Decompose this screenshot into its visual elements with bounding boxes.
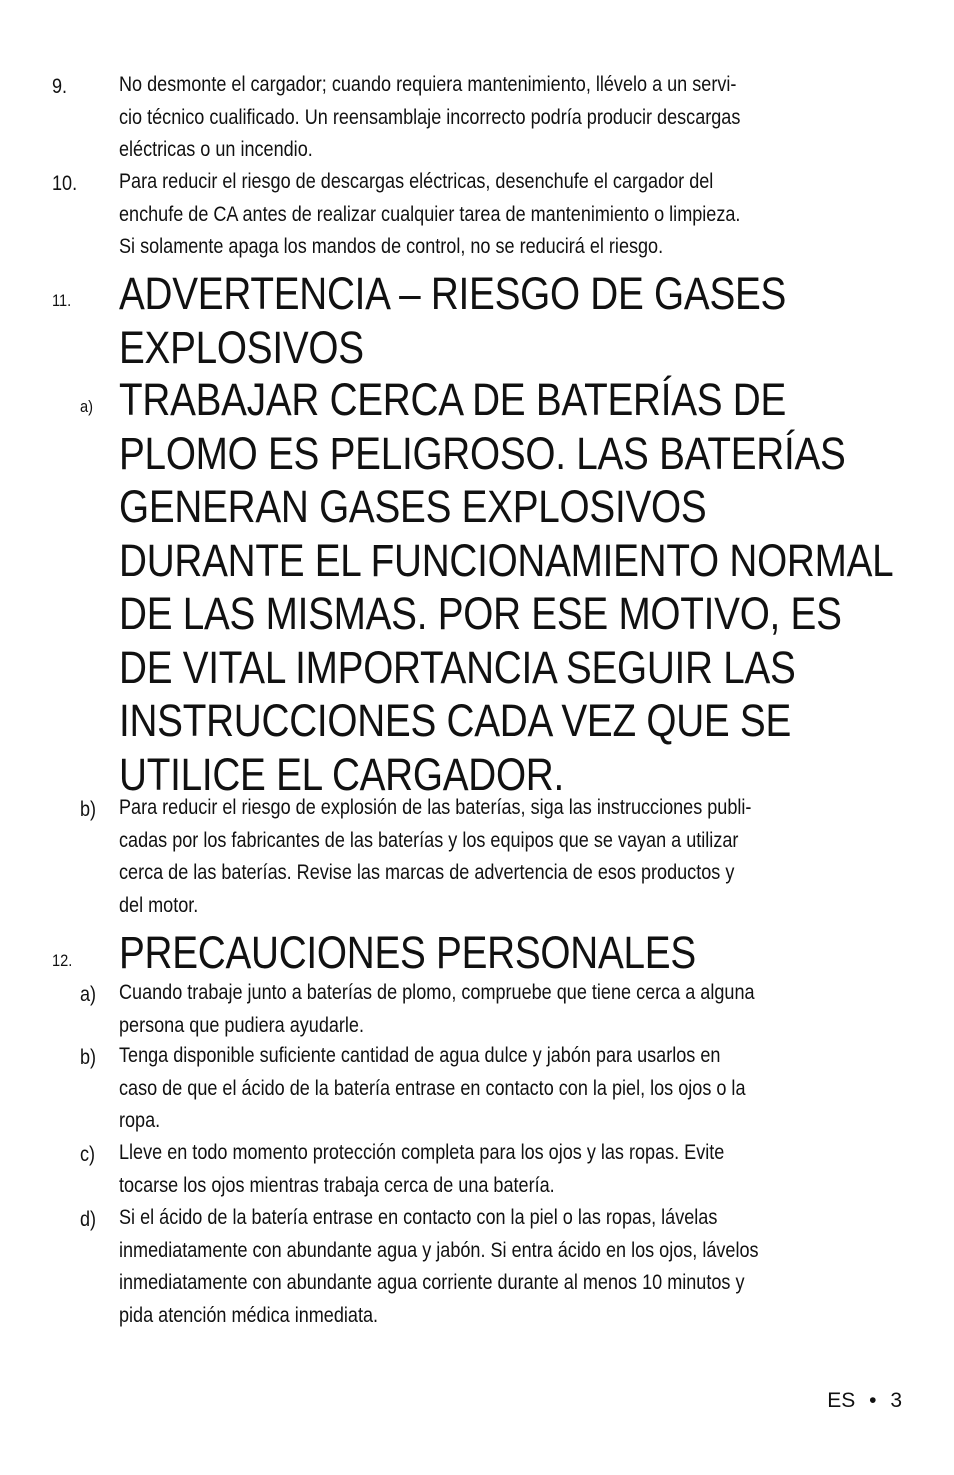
item-11a-label: a) <box>80 397 94 416</box>
item-12b-text: Tenga disponible suficiente cantidad de agua dulce y jabón para usarlos en caso de que el ácido de la batería entrase en contacto con la piel, los ojos o la ropa. <box>119 1044 746 1133</box>
item-number-10: 10. <box>52 172 78 195</box>
item-number-11: 11. <box>52 291 72 310</box>
item-12b-label: b) <box>80 1046 97 1069</box>
item-12a-label: a) <box>80 983 97 1006</box>
item-number-12: 12. <box>52 951 73 970</box>
page-footer <box>827 1386 902 1416</box>
item-11a-heading: TRABAJAR CERCA DE BATERÍAS DE PLOMO ES PELIGROSO. LAS BATERÍAS GENERAN GASES EXPLOSIVOS DURANTE EL FUNCIONAMIENTO NORMAL DE LAS MISMAS. POR ESE MOTIVO, ES DE VITAL IMPORTANCIA SEGUIR LAS INSTRUCCIONES CADA VEZ QUE SE UTILICE EL CARGADOR. <box>119 374 894 800</box>
item-10-text: Para reducir el riesgo de descargas eléctricas, desenchufe el cargador del enchufe de CA antes de realizar cualquier tarea de mantenimiento o limpieza. Si solamente apaga los mandos de control, no se reducirá el riesgo. <box>119 170 741 259</box>
item-9-text: No desmonte el cargador; cuando requiera mantenimiento, llévelo a un servi- cio técnico cualificado. Un reensamblaje incorrecto podría producir descargas eléctricas o un incendio. <box>119 73 741 162</box>
item-11-heading: ADVERTENCIA – RIESGO DE GASES EXPLOSIVOS <box>119 268 787 373</box>
item-11b-text: Para reducir el riesgo de explosión de las baterías, siga las instrucciones publi- cadas por los fabricantes de las baterías y los equipos que se vayan a utilizar cerca de las baterías. Revise las marcas de advertencia de esos productos y del motor. <box>119 796 752 917</box>
footer-language: ES <box>827 1389 856 1412</box>
footer-separator: • <box>869 1389 877 1412</box>
item-12c-label: c) <box>80 1143 96 1166</box>
item-12-heading: PRECAUCIONES PERSONALES <box>119 927 696 978</box>
item-12c-text: Lleve en todo momento protección completa para los ojos y las ropas. Evite tocarse los ojos mientras trabaja cerca de una batería. <box>119 1141 725 1197</box>
item-12d-label: d) <box>80 1208 97 1231</box>
item-12d-text: Si el ácido de la batería entrase en contacto con la piel o las ropas, lávelas inmediatamente con abundante agua y jabón. Si entra ácido en los ojos, lávelos inmediatamente con abundante agua corriente durante al menos 10 minutos y pida atención médica inmediata. <box>119 1206 759 1327</box>
item-number-9: 9. <box>52 75 68 98</box>
footer-page-number: 3 <box>890 1389 902 1412</box>
item-11b-label: b) <box>80 798 97 821</box>
item-12a-text: Cuando trabaje junto a baterías de plomo, compruebe que tiene cerca a alguna persona que pudiera ayudarle. <box>119 981 755 1037</box>
